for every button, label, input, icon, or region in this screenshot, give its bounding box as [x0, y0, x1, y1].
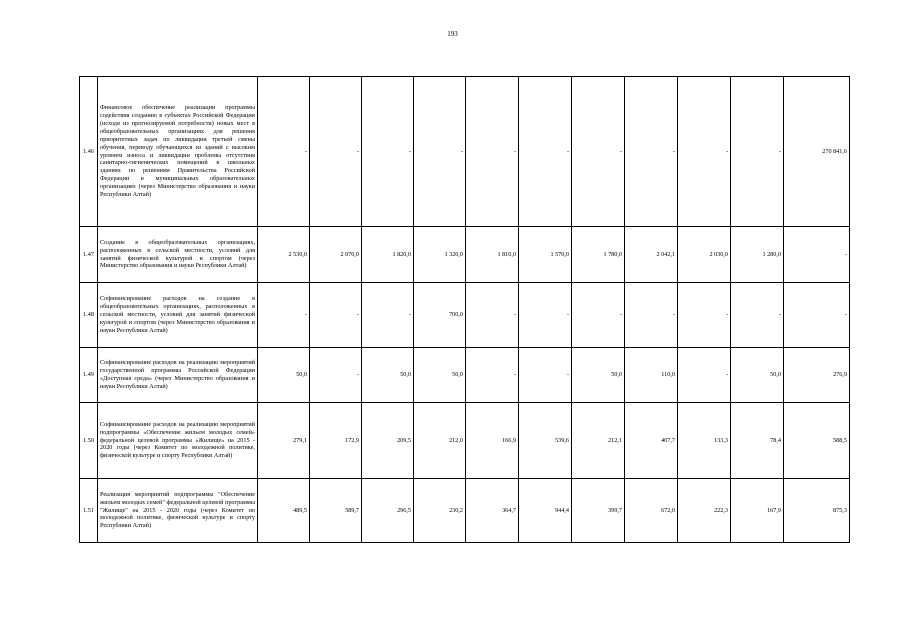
value-cell: -	[625, 77, 678, 227]
value-cell: -	[519, 283, 572, 348]
row-description: Софинансирование расходов на реализацию мероприятий государственной программы Российской Федерации «Доступная среда» (через Министерство образования и науки Республики Алтай)	[98, 348, 258, 403]
value-cell: 110,0	[625, 348, 678, 403]
value-cell: 364,7	[466, 479, 519, 543]
row-description: Софинансирование расходов на создание в общеобразовательных организациях, расположенных в сельской местности, условий для занятий физической культурой и спортом (через Министерство образования и науки Республики Алтай)	[98, 283, 258, 348]
value-cell: -	[572, 77, 625, 227]
value-cell: -	[310, 348, 362, 403]
value-cell: 944,4	[519, 479, 572, 543]
value-cell: -	[731, 283, 784, 348]
value-cell: 296,5	[362, 479, 414, 543]
value-cell: -	[519, 348, 572, 403]
row-number: 1.50	[80, 403, 98, 479]
value-cell: 222,3	[678, 479, 731, 543]
table-row	[80, 348, 850, 403]
value-cell: 589,7	[310, 479, 362, 543]
budget-table	[79, 76, 850, 543]
value-cell: 209,5	[362, 403, 414, 479]
value-cell: 212,1	[572, 403, 625, 479]
table-row	[80, 479, 850, 543]
value-cell: 2 070,0	[310, 227, 362, 283]
value-cell: 407,7	[625, 403, 678, 479]
value-cell: 166,9	[466, 403, 519, 479]
value-cell: 875,3	[784, 479, 850, 543]
table-row	[80, 403, 850, 479]
value-cell: 1 280,0	[731, 227, 784, 283]
value-cell: -	[310, 283, 362, 348]
row-description: Софинансирование расходов на реализацию мероприятий подпрограммы «Обеспечение жильем молодых семей» федеральной целевой программы «Жилище» на 2015 - 2020 годы (через Комитет по молодежной политике, физической культуре и спорту Республики Алтай)	[98, 403, 258, 479]
value-cell: 588,5	[784, 403, 850, 479]
value-cell: -	[572, 283, 625, 348]
value-cell: 2 042,1	[625, 227, 678, 283]
value-cell: -	[678, 283, 731, 348]
value-cell: 167,9	[731, 479, 784, 543]
value-cell: -	[310, 77, 362, 227]
value-cell: 50,0	[572, 348, 625, 403]
row-description: Реализация мероприятий подпрограммы "Обеспечение жильем молодых семей" федеральной целевой программы "Жилище" на 2015 - 2020 годы (через Комитет по молодежной политике, физической культуре и спорту Республики Алтай)	[98, 479, 258, 543]
table-row	[80, 283, 850, 348]
value-cell: 399,7	[572, 479, 625, 543]
value-cell: -	[519, 77, 572, 227]
value-cell: -	[362, 77, 414, 227]
value-cell: 1 810,0	[466, 227, 519, 283]
row-number: 1.47	[80, 227, 98, 283]
value-cell: -	[258, 77, 310, 227]
value-cell: -	[731, 77, 784, 227]
value-cell: -	[625, 283, 678, 348]
value-cell: 279,1	[258, 403, 310, 479]
value-cell: 672,0	[625, 479, 678, 543]
value-cell: -	[784, 227, 850, 283]
value-cell: 2 030,0	[678, 227, 731, 283]
value-cell: -	[678, 348, 731, 403]
value-cell: 489,5	[258, 479, 310, 543]
value-cell: 276,9	[784, 348, 850, 403]
value-cell: 50,0	[414, 348, 466, 403]
value-cell: -	[414, 77, 466, 227]
value-cell: 1 820,0	[362, 227, 414, 283]
row-description: Создание в общеобразовательных организациях, расположенных в сельской местности, условий для занятий физической культурой и спортом (через Министерство образования и науки Республики Алтай)	[98, 227, 258, 283]
row-number: 1.46	[80, 77, 98, 227]
value-cell: 133,3	[678, 403, 731, 479]
row-number: 1.48	[80, 283, 98, 348]
table-row	[80, 227, 850, 283]
row-number: 1.49	[80, 348, 98, 403]
value-cell: 539,6	[519, 403, 572, 479]
value-cell: 1 570,0	[519, 227, 572, 283]
value-cell: -	[258, 283, 310, 348]
value-cell: 700,0	[414, 283, 466, 348]
row-number: 1.51	[80, 479, 98, 543]
value-cell: -	[466, 348, 519, 403]
value-cell: -	[362, 283, 414, 348]
row-description: Финансовое обеспечение реализации программы содействия созданию в субъектах Российской Федерации (исходя из прогнозируемой потребности) новых мест в общеобразовательных организациях для решения приоритетных задач по ликвидации третьей смены обучения, переводу обучающихся из зданий с высоким уровнем износа и ликвидации проблемы отсутствия санитарно-гигиенических помещений в школьных зданиях по решениям Правительства Российской Федерации в муниципальных образовательных организациях (через Министерство образования и науки Республики Алтай)	[98, 77, 258, 227]
value-cell: 1 780,0	[572, 227, 625, 283]
value-cell: -	[466, 283, 519, 348]
value-cell: -	[784, 283, 850, 348]
value-cell: 50,0	[731, 348, 784, 403]
value-cell: 50,0	[362, 348, 414, 403]
value-cell: 270 841,6	[784, 77, 850, 227]
value-cell: 230,2	[414, 479, 466, 543]
page-number: 193	[447, 30, 458, 38]
table-row	[80, 77, 850, 227]
value-cell: -	[466, 77, 519, 227]
value-cell: -	[678, 77, 731, 227]
value-cell: 172,9	[310, 403, 362, 479]
value-cell: 2 530,0	[258, 227, 310, 283]
value-cell: 212,0	[414, 403, 466, 479]
value-cell: 78,4	[731, 403, 784, 479]
value-cell: 50,0	[258, 348, 310, 403]
value-cell: 1 320,0	[414, 227, 466, 283]
